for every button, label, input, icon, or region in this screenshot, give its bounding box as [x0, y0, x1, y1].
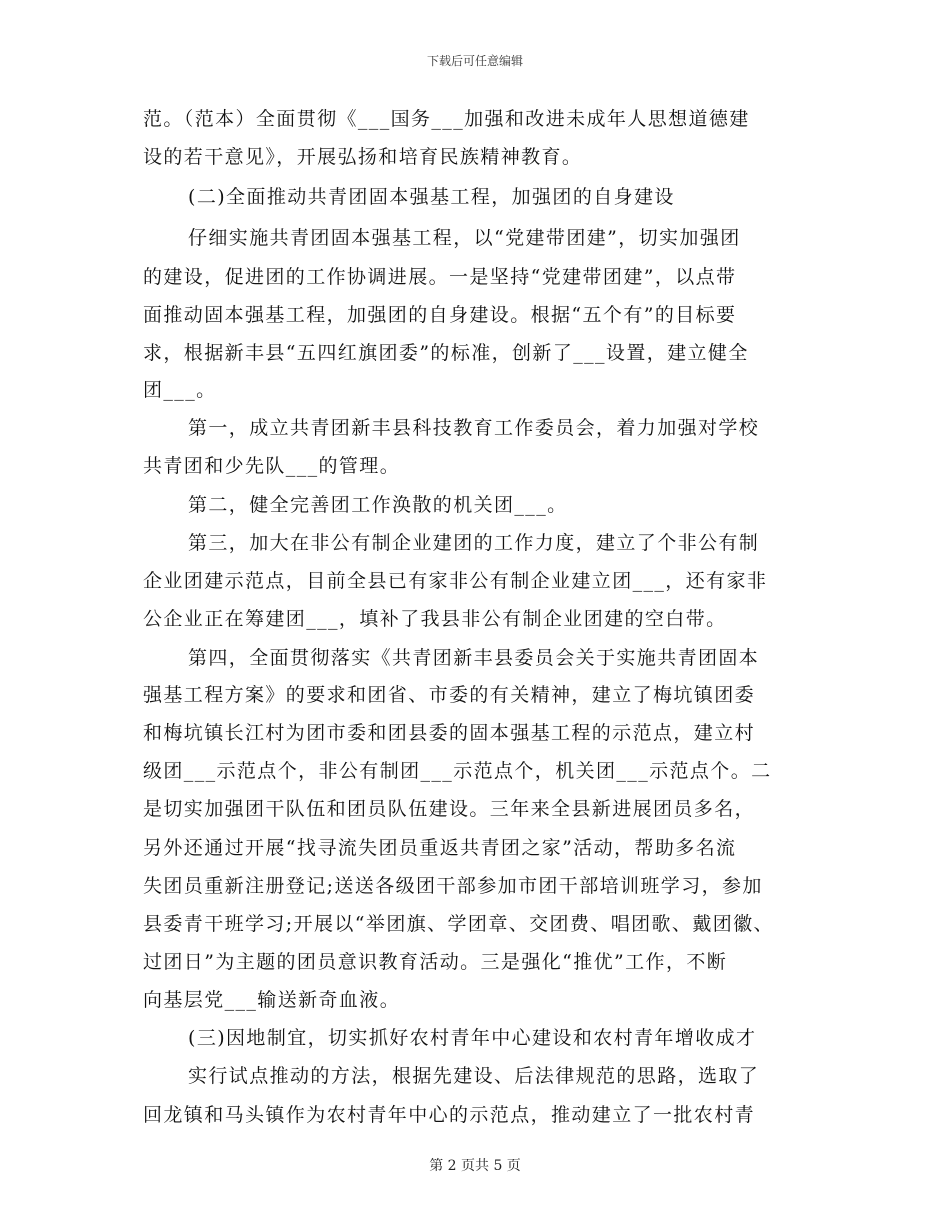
text-line: 仔细实施共青团固本强基工程，以“党建带团建”，切实加强团 [188, 227, 741, 249]
text-line: 范。（范本）全面贯彻《___国务___加强和改进未成年人思想道德建 [143, 108, 750, 130]
text-line: 面推动固本强基工程，加强团的自身建设。根据“五个有”的目标要 [143, 304, 737, 326]
text-line: 第二，健全完善团工作涣散的机关团___。 [188, 494, 568, 516]
text-line: 设的若干意见》，开展弘扬和培育民族精神教育。 [143, 146, 583, 168]
section-heading: (三)因地制宜，切实抓好农村青年中心建设和农村青年增收成才 [188, 1027, 757, 1049]
text-line: 是切实加强团干队伍和团员队伍建设。三年来全县新进展团员多名， [143, 798, 756, 820]
text-line: 求，根据新丰县“五四红旗团委”的标准，创新了___设置，建立健全 [143, 342, 749, 364]
text-line: 第一，成立共青团新丰县科技教育工作委员会，着力加强对学校 [188, 417, 760, 439]
text-line: 过团日”为主题的团员意识教育活动。三是强化“推优”工作，不断 [143, 951, 728, 973]
text-line: 强基工程方案》的要求和团省、市委的有关精神，建立了梅坑镇团委 [143, 684, 756, 706]
text-line: 的建设，促进团的工作协调进展。一是坚持“党建带团建”，以点带 [143, 266, 737, 288]
section-heading: (二)全面推动共青团固本强基工程，加强团的自身建设 [188, 186, 675, 208]
text-line: 实行试点推动的方法，根据先建设、后法律规范的思路，选取了 [188, 1065, 760, 1087]
text-line: 失团员重新注册登记;送送各级团干部参加市团干部培训班学习，参加 [143, 875, 763, 897]
text-line: 第三，加大在非公有制企业建团的工作力度，建立了个非公有制 [188, 532, 760, 554]
page-header: 下载后可任意编辑 [426, 54, 523, 68]
text-line: 和梅坑镇长江村为团市委和团县委的固本强基工程的示范点，建立村 [143, 722, 756, 744]
text-line: 级团___示范点个，非公有制团___示范点个，机关团___示范点个。二 [143, 760, 772, 782]
text-line: 回龙镇和马头镇作为农村青年中心的示范点，推动建立了一批农村青 [143, 1104, 756, 1126]
text-line: 向基层党___输送新奇血液。 [143, 989, 401, 1011]
text-line: 共青团和少先队___的管理。 [143, 455, 401, 477]
text-line: 公企业正在筹建团___，填补了我县非公有制企业团建的空白带。 [143, 608, 727, 630]
text-line: 企业团建示范点，目前全县已有家非公有制企业建立团___，还有家非 [143, 570, 768, 592]
page-number: 第 2 页共 5 页 [429, 1158, 521, 1174]
text-line: 团___。 [143, 379, 217, 401]
text-line: 第四，全面贯彻落实《共青团新丰县委员会关于实施共青团固本 [188, 647, 760, 669]
text-line: 县委青干班学习;开展以“举团旗、学团章、交团费、唱团歌、戴团徽、 [143, 913, 774, 935]
text-line: 另外还通过开展“找寻流失团员重返共青团之家”活动，帮助多名流 [143, 837, 737, 859]
